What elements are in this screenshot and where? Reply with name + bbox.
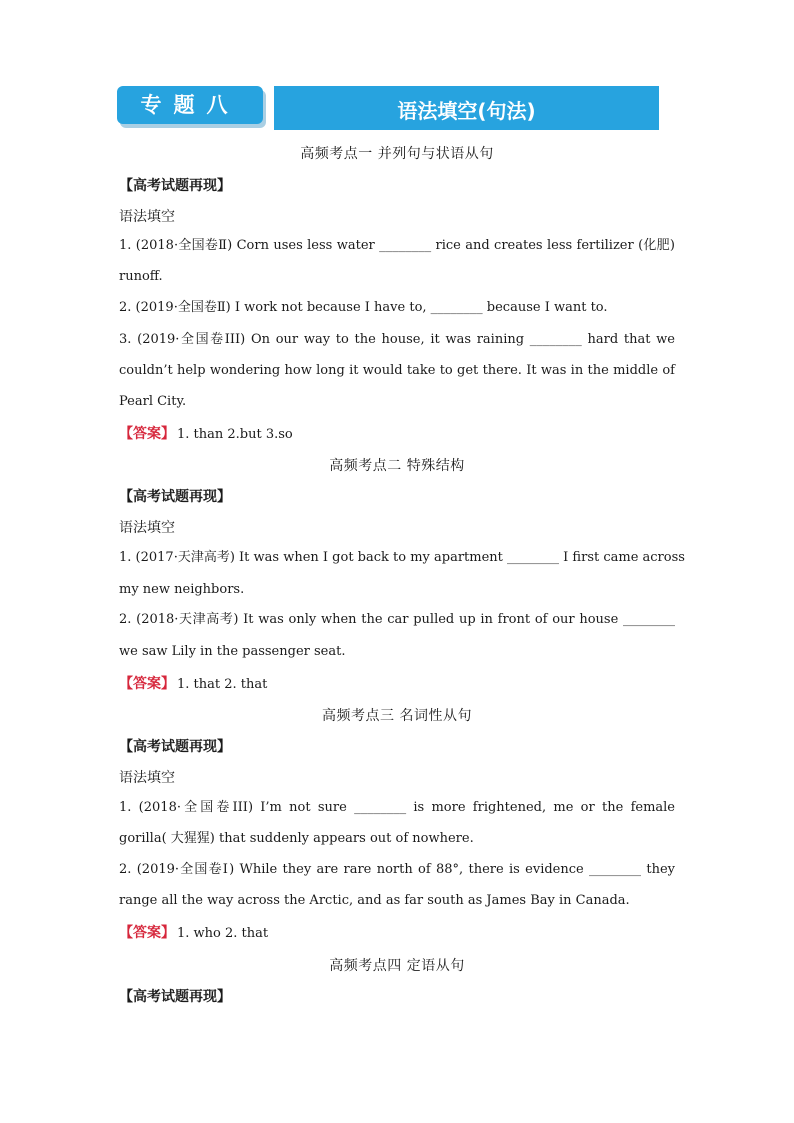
section-tag: 【高考试题再现】	[119, 178, 231, 194]
answer-text: 1. who 2. that	[177, 926, 269, 941]
question-line: range all the way across the Arctic, and as far south as James Bay in Canada.	[119, 893, 630, 908]
question-line: my new neighbors.	[119, 582, 245, 597]
section-subtitle: 语法填空	[119, 770, 175, 786]
chapter-title: 语法填空(句法)	[274, 86, 659, 130]
section-subtitle: 语法填空	[119, 209, 175, 225]
section-title: 高频考点三 名词性从句	[322, 708, 472, 724]
question-line: 2. (2019·全国卷Ⅰ) While they are rare north of 88°, there is evidence ________ they	[119, 862, 675, 877]
question-line: 1. (2018·全国卷III) I’m not sure ________ is more frightened, me or the female	[119, 800, 675, 815]
section-title: 高频考点二 特殊结构	[329, 458, 465, 474]
section-title: 高频考点四 定语从句	[329, 958, 465, 974]
question-line: 2. (2018·天津高考) It was only when the car pulled up in front of our house ________	[119, 612, 675, 627]
section-title: 高频考点一 并列句与状语从句	[300, 146, 494, 162]
section-tag: 【高考试题再现】	[119, 489, 231, 505]
chapter-header	[117, 86, 659, 130]
question-line: 3. (2019·全国卷III) On our way to the house, it was raining ________ hard that we	[119, 332, 675, 347]
answer-label: 【答案】	[119, 426, 175, 442]
question-line: 1. (2018·全国卷Ⅱ) Corn uses less water ________ rice and creates less fertilizer (化肥)	[119, 238, 675, 253]
question-line: 1. (2017·天津高考) It was when I got back to my apartment ________ I first came across	[119, 550, 685, 565]
section-tag: 【高考试题再现】	[119, 739, 231, 755]
chapter-badge: 专题八	[117, 86, 263, 124]
question-line: gorilla( 大猩猩) that suddenly appears out of nowhere.	[119, 831, 474, 846]
answer-text: 1. that 2. that	[177, 677, 268, 692]
question-line: runoff.	[119, 269, 163, 284]
answer-label: 【答案】	[119, 676, 175, 692]
question-line: 2. (2019·全国卷Ⅱ) I work not because I have to, ________ because I want to.	[119, 300, 608, 315]
question-line: we saw Lily in the passenger seat.	[119, 644, 346, 659]
question-line: couldn’t help wondering how long it would take to get there. It was in the middle of	[119, 363, 675, 378]
answer-line	[119, 673, 267, 693]
answer-label: 【答案】	[119, 925, 175, 941]
section-tag: 【高考试题再现】	[119, 989, 231, 1005]
answer-line	[119, 922, 268, 942]
section-subtitle: 语法填空	[119, 520, 175, 536]
answer-line	[119, 423, 293, 443]
question-line: Pearl City.	[119, 394, 187, 409]
answer-text: 1. than 2.but 3.so	[177, 427, 293, 442]
